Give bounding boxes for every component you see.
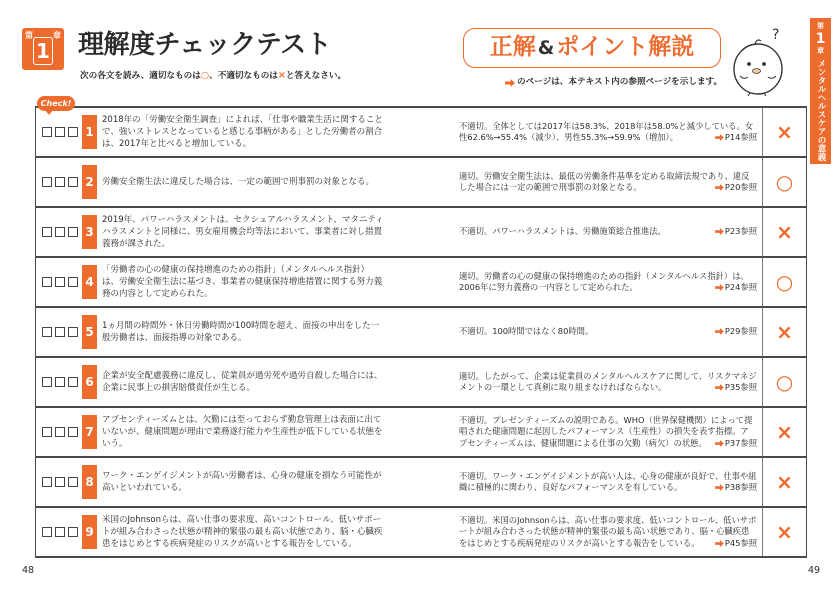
- arrow-right-icon: [715, 484, 724, 491]
- question-row: [36, 256, 806, 306]
- answer-mark: ○: [762, 358, 806, 406]
- side-tab-number: 1: [815, 31, 826, 47]
- question-row: [36, 356, 806, 406]
- explanation-cell: [459, 108, 757, 156]
- explanation-cell: [459, 308, 757, 356]
- explanation-text: 不適切。100時間ではなく80時間。: [459, 326, 594, 337]
- checkbox: [55, 277, 65, 287]
- checkbox: [42, 327, 52, 337]
- chapter-badge-number: 1: [33, 37, 53, 65]
- answer-mark: ×: [762, 308, 806, 356]
- instruction: [80, 70, 346, 82]
- question-number: 6: [82, 365, 97, 399]
- mascot-beak: [753, 69, 761, 74]
- check-boxes: [42, 327, 78, 337]
- question-text: アブセンティーズムとは、欠勤には至っておらず勤怠管理上は表面に出ていないが、健康問題が理由で業務遂行能力や生産性が低下している状態をいう。: [102, 415, 383, 449]
- mascot-eye: [747, 62, 751, 66]
- question-number: 8: [82, 465, 97, 499]
- correct-mark-symbol: ○: [200, 70, 210, 81]
- answer-section-header: [463, 28, 721, 68]
- page-reference: [715, 382, 757, 393]
- checkbox: [55, 327, 65, 337]
- checkbox: [42, 127, 52, 137]
- answer-mark: ○: [762, 158, 806, 206]
- question-number: 4: [82, 265, 97, 299]
- arrow-right-icon: [715, 184, 724, 191]
- explanation-cell: [459, 458, 757, 506]
- explanation-body: [459, 171, 757, 194]
- explanation-cell: [459, 158, 757, 206]
- explanation-text: 不適切。米国のJohnsonらは、高い仕事の要求度、低いコントロール、低いサポートが組み合わさった状態が精神的緊張の最も高い状態であり、脳・心臓疾患をはじめとする疾病発症のリスクが高いとする報告をしている。: [459, 515, 757, 548]
- page-reference-text: P38参照: [724, 482, 757, 492]
- checkbox: [68, 327, 78, 337]
- explanation-text: 適切。労働者の心の健康の保持増進のための指針（メンタルヘルス指針）は、2006年に努力義務の一内容として定められた。: [459, 270, 749, 292]
- arrow-right-icon: [715, 228, 724, 235]
- explanation-body: [459, 271, 757, 294]
- checkbox: [42, 277, 52, 287]
- checkbox: [55, 377, 65, 387]
- checkbox: [42, 527, 52, 537]
- question-text: ワーク・エンゲイジメントが高い労働者は、心身の健康を損なう可能性が高いといわれている。: [102, 471, 382, 493]
- question-text: 2018年の「労働安全衛生調査」によれば、「仕事や職業生活に関することで、強いストレスとなっていると感じる事柄がある」とした労働者の割合は、2017年と比べると増加している。: [102, 115, 383, 149]
- reference-note: [505, 77, 722, 88]
- check-boxes: [42, 277, 78, 287]
- checkbox: [55, 427, 65, 437]
- instruction-text: 、不適切なものは: [209, 71, 278, 81]
- page-reference: [715, 132, 757, 143]
- checkbox: [55, 527, 65, 537]
- check-boxes: [42, 377, 78, 387]
- explanation-text: 適切。したがって、企業は従業員のメンタルヘルスケアに関して、リスクマネジメントの一環として真剣に取り組まなければならない。: [459, 370, 757, 392]
- checkbox: [68, 377, 78, 387]
- arrow-right-icon: [715, 134, 724, 141]
- explanation-text: 不適切。パワーハラスメントは、労働施策総合推進法。: [459, 226, 666, 237]
- question-text: 「労働者の心の健康の保持増進のための指針」（メンタルヘルス指針）は、労働安全衛生法に基づき、事業者の健康保持増進措置に関する努力義務の内容として定められた。: [102, 265, 383, 299]
- instruction-text: と答えなさい。: [285, 71, 347, 81]
- answer-header-rest: ポイント解説: [556, 34, 695, 60]
- page-reference-text: P20参照: [724, 182, 757, 192]
- page-reference: [715, 326, 757, 337]
- side-tab-suffix: 章: [817, 47, 824, 55]
- chapter-badge-suffix: 章: [53, 31, 61, 40]
- check-boxes: [42, 477, 78, 487]
- page-reference: [715, 226, 757, 237]
- page-reference-text: P35参照: [724, 382, 757, 392]
- question-number: 3: [82, 215, 97, 249]
- quiz-table: [35, 106, 807, 558]
- check-label-bubble: Check!: [37, 96, 75, 111]
- page-reference-text: P29参照: [724, 326, 757, 337]
- question-number: 2: [82, 165, 97, 199]
- checkbox: [68, 177, 78, 187]
- question-row: [36, 106, 806, 156]
- answer-header-amp: &: [537, 37, 555, 59]
- page-number-left: 48: [22, 565, 35, 576]
- check-boxes: [42, 127, 78, 137]
- question-row: [36, 306, 806, 356]
- instruction-text: 次の各文を読み、適切なものは: [80, 71, 201, 81]
- explanation-text: 不適切。プレゼンティーズムの説明である。WHO（世界保健機関）によって提唱された健康問題に起因したパフォーマンス（生産性）の損失を表す指標。アブセンティーズムは、健康問題による仕事の欠勤（病欠）の状態。: [459, 415, 753, 448]
- checkbox: [68, 527, 78, 537]
- check-boxes: [42, 227, 78, 237]
- page-reference: [715, 538, 757, 549]
- question-number: 7: [82, 415, 97, 449]
- explanation-body: [459, 515, 757, 549]
- explanation-body: [459, 326, 757, 337]
- question-row: [36, 456, 806, 506]
- checkbox: [55, 127, 65, 137]
- checkbox: [42, 477, 52, 487]
- answer-mark: ×: [762, 208, 806, 256]
- explanation-body: [459, 371, 757, 394]
- answer-header-main: 正解: [489, 34, 536, 60]
- explanation-body: [459, 226, 757, 237]
- arrow-right-icon: [505, 79, 515, 87]
- reference-note-text: のページは、本テキスト内の参照ページを示します。: [517, 77, 723, 87]
- question-row: [36, 506, 806, 556]
- explanation-text: 不適切。全体としては2017年は58.3%、2018年は58.0%と減少している。女性62.6%→55.4%（減少）、男性55.3%→59.9%（増加）。: [459, 120, 754, 142]
- checkbox: [55, 477, 65, 487]
- mascot-illustration: [728, 24, 790, 98]
- checkbox: [68, 277, 78, 287]
- chapter-side-tab: [810, 18, 831, 164]
- checkbox: [42, 177, 52, 187]
- checkbox: [68, 127, 78, 137]
- answer-mark: ×: [762, 458, 806, 506]
- question-number: 1: [82, 115, 97, 149]
- question-number: 5: [82, 315, 97, 349]
- page-reference-text: P45参照: [724, 537, 757, 548]
- page-reference-text: P14参照: [724, 132, 757, 142]
- check-boxes: [42, 527, 78, 537]
- explanation-body: [459, 471, 757, 494]
- explanation-cell: [459, 208, 757, 256]
- question-text: 2019年、パワーハラスメントは、セクシュアルハラスメント、マタニティハラスメントと同様に、男女雇用機会均等法において、事業者に対し措置義務が課された。: [102, 215, 384, 249]
- answer-mark: ○: [762, 258, 806, 306]
- checkbox: [42, 427, 52, 437]
- page-reference: [715, 482, 757, 493]
- question-row: [36, 206, 806, 256]
- side-tab-section-title: メンタルヘルスケアの意義: [816, 59, 826, 161]
- question-text: 企業が安全配慮義務に違反し、従業員が過労死や過労自殺した場合には、企業に民事上の損害賠償責任が生じる。: [102, 371, 383, 393]
- explanation-body: [459, 415, 757, 449]
- check-boxes: [42, 177, 78, 187]
- page-reference: [715, 282, 757, 293]
- question-text: 米国のJohnsonらは、高い仕事の要求度、高いコントロール、低いサポートが組み合わさった状態が精神的緊張の最も高い状態であり、脳・心臓疾患をはじめとする疾病発症のリスクが高いとする報告をしている。: [102, 515, 383, 549]
- answer-mark: ×: [762, 408, 806, 456]
- explanation-text: 不適切。ワーク・エンゲイジメントが高い人は、心身の健康が良好で、仕事や組織に積極的に関わり、良好なパフォーマンスを有している。: [459, 470, 757, 492]
- arrow-right-icon: [715, 440, 724, 447]
- question-text: 1ヵ月間の時間外・休日労働時間が100時間を超え、面接の申出をした一般労働者は、面接指導の対象である。: [102, 321, 380, 343]
- explanation-cell: [459, 358, 757, 406]
- explanation-cell: [459, 508, 757, 556]
- question-text: 労働安全衛生法に違反した場合は、一定の範囲で刑事罰の対象となる。: [102, 177, 375, 187]
- page-reference: [715, 182, 757, 193]
- checkbox: [68, 227, 78, 237]
- arrow-right-icon: [715, 540, 724, 547]
- chapter-badge-prefix: 第: [25, 31, 33, 40]
- page-reference-text: P23参照: [724, 226, 757, 237]
- answer-mark: ×: [762, 508, 806, 556]
- mascot-eye: [762, 62, 766, 66]
- page-reference-text: P37参照: [724, 437, 757, 448]
- explanation-cell: [459, 408, 757, 456]
- question-row: [36, 406, 806, 456]
- page-reference-text: P24参照: [724, 282, 757, 292]
- chapter-badge: [22, 28, 64, 70]
- arrow-right-icon: [715, 328, 724, 335]
- check-boxes: [42, 427, 78, 437]
- incorrect-mark-symbol: ×: [277, 70, 286, 81]
- page-number-right: 49: [808, 565, 821, 576]
- question-number: 9: [82, 515, 97, 549]
- question-row: [36, 156, 806, 206]
- page-reference: [715, 438, 757, 449]
- explanation-body: [459, 121, 757, 144]
- explanation-cell: [459, 258, 757, 306]
- arrow-right-icon: [715, 284, 724, 291]
- explanation-text: 適切。労働安全衛生法は、最低の労働条件基準を定める取締法規であり、違反した場合には一定の範囲で刑事罰の対象となる。: [459, 170, 750, 192]
- checkbox: [55, 177, 65, 187]
- arrow-right-icon: [715, 384, 724, 391]
- checkbox: [42, 227, 52, 237]
- mascot-question-mark: ?: [772, 27, 780, 43]
- checkbox: [42, 377, 52, 387]
- page-title: 理解度チェックテスト: [78, 30, 332, 60]
- checkbox: [55, 227, 65, 237]
- checkbox: [68, 427, 78, 437]
- answer-mark: ×: [762, 108, 806, 156]
- side-tab-prefix: 第: [817, 22, 824, 30]
- checkbox: [68, 477, 78, 487]
